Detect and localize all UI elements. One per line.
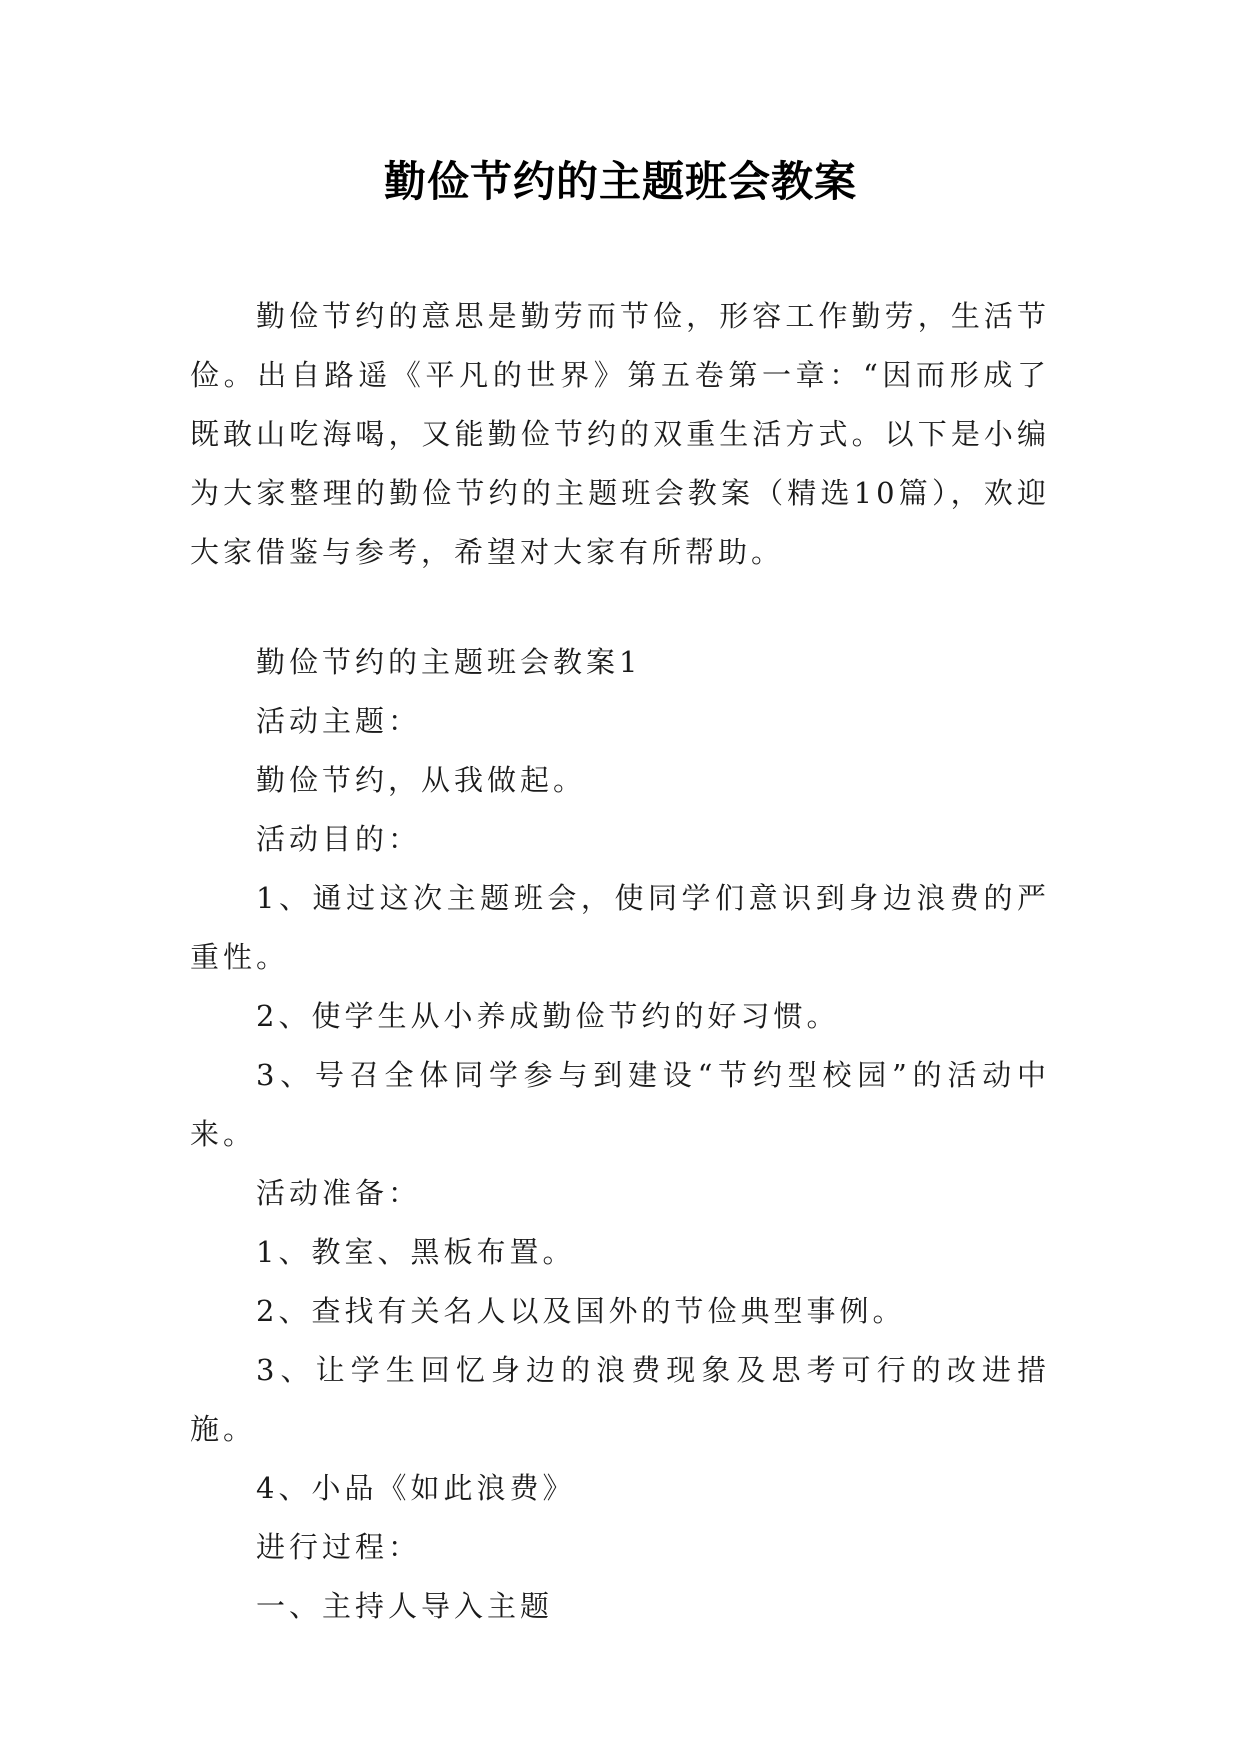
activity-theme-label: 活动主题： [256,704,422,738]
prep-item: 1、教室、黑板布置。 [256,1235,576,1269]
activity-theme-text: 勤俭节约，从我做起。 [256,763,587,797]
prep-item: 2、查找有关名人以及国外的节俭典型事例。 [256,1294,906,1328]
goal-item: 1、通过这次主题班会，使同学们意识到身边浪费的严重性。 [190,881,1050,974]
document-title: 勤俭节约的主题班会教案 [383,157,857,206]
prep-item: 3、让学生回忆身边的浪费现象及思考可行的改进措施。 [190,1353,1050,1446]
lesson-plan-body [190,633,1050,1636]
section-heading: 勤俭节约的主题班会教案1 [256,645,642,679]
activity-goal-label: 活动目的： [256,822,422,856]
process-step: 一、主持人导入主题 [256,1589,554,1623]
prep-item: 4、小品《如此浪费》 [256,1471,576,1505]
goal-item: 3、号召全体同学参与到建设“节约型校园”的活动中来。 [190,1058,1050,1151]
activity-prep-label: 活动准备： [256,1176,422,1210]
goal-item: 2、使学生从小养成勤俭节约的好习惯。 [256,999,840,1033]
intro-paragraph: 勤俭节约的意思是勤劳而节俭，形容工作勤劳，生活节俭。出自路遥《平凡的世界》第五卷第一章：“因而形成了既敢山吃海喝，又能勤俭节约的双重生活方式。以下是小编为大家整理的勤俭节约的主题班会教案（精选10篇），欢迎大家借鉴与参考，希望对大家有所帮助。 [190,299,1050,569]
process-label: 进行过程： [256,1530,422,1564]
